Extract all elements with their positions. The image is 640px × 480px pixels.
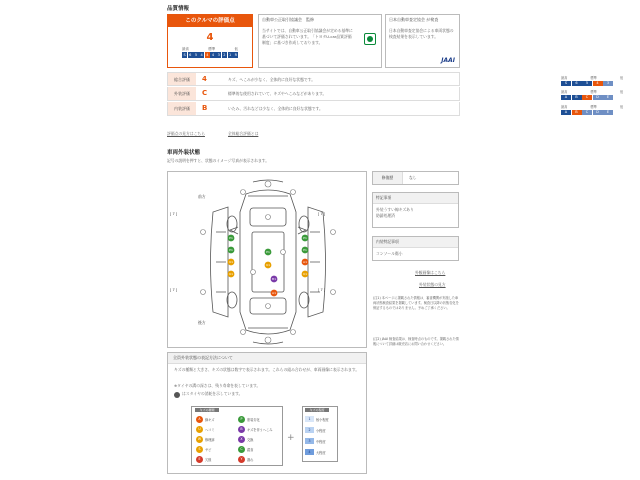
scale-cell: 3 — [217, 53, 220, 57]
rear-label: 後方 — [198, 320, 206, 325]
svg-text:P1: P1 — [303, 236, 307, 240]
damage-type-item[interactable] — [196, 446, 211, 453]
scale-cell: 4 — [200, 53, 203, 57]
damage-level-item — [305, 449, 326, 455]
scale-cell: 6 — [189, 53, 192, 57]
row-label: 内装評価 — [168, 102, 196, 115]
damage-type-label: ヘコミ — [205, 428, 215, 432]
legend-header: 全員外装状態の表記方法について — [168, 353, 366, 364]
row-grade: 4 — [202, 75, 207, 83]
row-scale-label: 標準 — [590, 105, 597, 109]
side-left-bottom: [ 7 ] — [170, 288, 178, 292]
scale-label-best: 最高 — [182, 47, 189, 51]
repair-label: 修復歴 — [373, 172, 403, 184]
vehicle-diagram — [167, 171, 367, 348]
scale-cell: S — [183, 53, 186, 57]
damage-levels-title: キズの程度 — [305, 408, 329, 412]
awai-body: 当サイトでは、自動車公正取引協議会が定める基準に基づいて評価されています。「トヨタU-car品質評価制度」に基づき作成しております。 — [262, 28, 353, 45]
legend-text-2: ※タイヤの溝の深さは、残り寿命を表しています。 — [174, 383, 261, 388]
row-scale-label: 低 — [619, 76, 623, 80]
damage-type-label: 線キズ — [205, 418, 215, 422]
damage-type-label: 欠損 — [205, 458, 212, 462]
side-right-top: [ 7 ] — [318, 212, 326, 216]
row-scale-cell: C — [582, 95, 592, 101]
damage-type-label: キズを伴うへこみ — [247, 428, 273, 432]
damage-type-label: 割れ — [247, 458, 254, 462]
damage-level-item — [305, 416, 329, 422]
evaluation-row — [167, 87, 623, 101]
scale-cell: 2 — [223, 53, 226, 57]
damage-type-item[interactable] — [238, 456, 253, 463]
row-scale-label: 最高 — [561, 76, 568, 80]
row-scale-cell: D — [593, 95, 603, 101]
overall-eval-link[interactable]: 全体総合評価とは — [228, 131, 259, 136]
damage-type-label: 腐食 — [247, 448, 254, 452]
note-1: (注1) 本ページに掲載された情報は、審査機関が実施した車両状態検査結果を掲載しています。検査日以降の状態変化を保証するものではありません。予めご了承ください。 — [373, 296, 459, 310]
damage-type-label: 交換 — [247, 438, 254, 442]
damage-type-item[interactable] — [196, 456, 211, 463]
row-label: 外装評価 — [168, 87, 196, 100]
legend-text-3: はスタイヤの消耗を示しています。 — [182, 391, 243, 396]
damage-type-icon: A — [196, 416, 203, 423]
damage-level-swatch: 4 — [305, 449, 314, 455]
note-2: (注2) JAAI 検査結果は、検査時点のものです。掲載された情報について詳細は販売店にお問い合わせください。 — [373, 337, 459, 346]
eval-view-link[interactable]: 評価点の見方はこちら — [167, 131, 205, 136]
external-view-link[interactable]: 外装状態の見方 — [419, 282, 446, 287]
damage-level-item — [305, 427, 326, 433]
row-scale — [561, 104, 623, 115]
svg-text:A1: A1 — [272, 291, 276, 295]
damage-level-item — [305, 438, 326, 444]
side-left-top: [ 7 ] — [170, 212, 178, 216]
row-scale-cell: E — [603, 95, 613, 101]
row-scale-cell: 6 — [572, 81, 582, 87]
svg-text:P1: P1 — [229, 248, 233, 252]
damage-type-icon: C — [238, 446, 245, 453]
damage-type-item[interactable] — [238, 426, 272, 433]
legend-text-1: キズの種類と大きさ、キズの状態は数字で表示されます。これらの組み合わせが、車両画像に表示されます。 — [174, 367, 360, 372]
jaai-info-box — [385, 14, 460, 68]
damage-type-icon: S — [196, 446, 203, 453]
damage-type-icon: B — [238, 426, 245, 433]
damage-type-icon: W — [197, 437, 202, 441]
damage-level-swatch: 2 — [305, 427, 314, 433]
row-scale-cell: C — [582, 110, 592, 116]
row-scale-cell: 3 — [603, 81, 613, 87]
svg-text:B1: B1 — [272, 277, 276, 281]
damage-type-icon: P — [238, 416, 245, 423]
side-right-bottom: [ 7 ] — [318, 288, 326, 292]
quality-section-title: 品質情報 — [167, 6, 190, 12]
svg-text:P1: P1 — [266, 250, 270, 254]
damage-type-icon: Y — [238, 456, 245, 463]
scale-cell: 4 — [206, 53, 209, 57]
row-scale-label: 低 — [619, 90, 623, 94]
jaai-body: 日本自動車査定協会による車両状態の検査結果を表示しています。 — [389, 28, 454, 39]
exterior-subtitle: 記号の説明を押すと、状態のイメージ写真が表示されます。 — [167, 158, 270, 163]
row-scale-cell: 5 — [582, 81, 592, 87]
row-label: 総合評価 — [168, 73, 196, 85]
special-notes-body: 外装うすい線キズあり 防錆処理済 — [376, 207, 414, 218]
damage-type-label: サビ — [205, 448, 212, 452]
damage-type-item[interactable] — [238, 436, 253, 443]
scale-cell: R — [234, 53, 237, 57]
repair-value: なし — [409, 175, 417, 180]
svg-text:U1: U1 — [265, 263, 271, 267]
row-scale-label: 低 — [619, 105, 623, 109]
svg-text:U1: U1 — [228, 260, 234, 264]
row-scale-cell: D — [593, 110, 603, 116]
row-scale-label: 最高 — [561, 90, 568, 94]
scale-label-standard: 標準 — [208, 47, 216, 51]
score-box-header: このクルマの評価点 — [168, 15, 252, 27]
damage-level-label: 極小程度 — [316, 417, 329, 422]
row-scale — [561, 75, 623, 86]
row-scale-cell: A — [561, 110, 571, 116]
row-description: 標準的な使用されていて、キズやへこみなどがあります。 — [228, 91, 327, 96]
special-notes-header: 特記事項 — [373, 193, 458, 204]
interior-notes-panel — [372, 236, 459, 261]
damage-type-item[interactable] — [238, 446, 253, 453]
svg-text:P1: P1 — [303, 248, 307, 252]
damage-level-label: 大程度 — [316, 450, 326, 455]
damage-level-label: 小程度 — [316, 428, 326, 433]
svg-text:U1: U1 — [302, 272, 308, 276]
awai-logo-icon — [364, 33, 376, 45]
score-value: 4 — [206, 32, 214, 43]
row-scale-cell: E — [603, 110, 613, 116]
row-scale-cell: S — [561, 81, 571, 87]
row-scale-cell: 4 — [593, 81, 603, 87]
row-description: キズ、へこみが少なく、全体的に良好な状態です。 — [228, 77, 315, 82]
special-notes-panel — [372, 192, 459, 228]
damage-level-label: 中程度 — [316, 439, 326, 444]
damage-type-label: 修理跡 — [205, 438, 215, 442]
photo-link[interactable]: 外観画像はこちら — [415, 270, 446, 275]
damage-type-icon: E — [196, 456, 203, 463]
svg-text:P1: P1 — [229, 236, 233, 240]
evaluation-row — [167, 102, 623, 116]
evaluation-row — [167, 72, 623, 86]
damage-type-item[interactable] — [196, 416, 215, 423]
damage-level-swatch: 3 — [305, 438, 314, 444]
row-scale-cell: B — [572, 95, 582, 101]
row-scale-label: 最高 — [561, 105, 568, 109]
scale-cell: 4 — [211, 53, 215, 57]
damage-type-icon: U — [196, 426, 203, 433]
scale-label-low: 低 — [234, 47, 238, 51]
scale-cell: 1 — [228, 53, 232, 57]
overall-score-box — [167, 14, 253, 68]
awai-info-box — [258, 14, 382, 68]
awai-header: 自動車公正取引協議会 監修 — [262, 17, 314, 22]
row-scale-label: 標準 — [590, 76, 597, 80]
interior-notes-header: 内装特記事項 — [373, 237, 458, 248]
plus-icon: + — [287, 433, 295, 443]
score-scale — [182, 52, 239, 58]
exterior-section-title: 車両外装状態 — [167, 150, 201, 156]
damage-type-item[interactable] — [238, 416, 260, 423]
interior-notes-body: コンソール傷小 — [376, 251, 403, 256]
row-scale-label: 標準 — [590, 90, 597, 94]
scale-cell: 5 — [194, 53, 198, 57]
repair-history-panel — [372, 171, 459, 185]
row-grade: B — [202, 104, 208, 112]
tire-icon — [174, 392, 180, 398]
svg-text:A1: A1 — [303, 260, 307, 264]
row-scale-cell: B — [572, 110, 582, 116]
jaai-logo: JAAI — [441, 57, 455, 64]
row-description: いたみ、汚れなどは少なく、全体的に良好な状態です。 — [228, 106, 323, 111]
damage-types-title: キズの種類 — [195, 408, 219, 412]
damage-type-label: 塗装劣化 — [247, 418, 260, 422]
damage-type-item[interactable] — [196, 436, 215, 443]
damage-type-icon: X — [238, 436, 245, 443]
row-grade: C — [202, 89, 208, 97]
front-label: 前方 — [198, 194, 206, 199]
jaai-header: 日本自動車査定協会 が検査 — [389, 17, 439, 22]
row-scale — [561, 89, 623, 100]
damage-level-swatch: 1 — [305, 416, 314, 422]
row-scale-cell: A — [561, 95, 571, 101]
damage-type-item[interactable] — [196, 426, 215, 433]
svg-text:U1: U1 — [228, 272, 234, 276]
